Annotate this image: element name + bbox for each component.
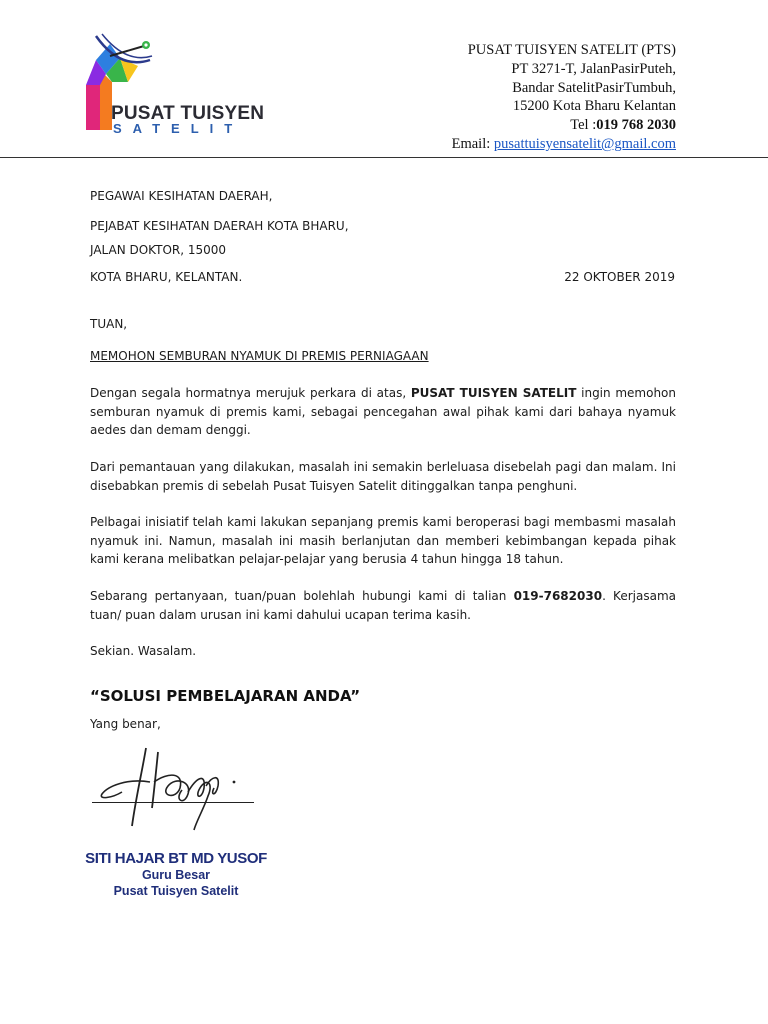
slogan: “SOLUSI PEMBELAJARAN ANDA”: [90, 687, 361, 705]
address-line-2: Bandar SatelitPasirTumbuh,: [512, 79, 676, 96]
recipient-line-4: KOTA BHARU, KELANTAN.: [90, 270, 243, 284]
stamp-organization: Pusat Tuisyen Satelit: [113, 884, 239, 898]
email-link[interactable]: pusattuisyensatelit@gmail.com: [493, 135, 676, 152]
paragraph-4-text-a: Sebarang pertanyaan, tuan/puan bolehlah hubungi kami di talian: [90, 589, 514, 603]
letter-date: 22 OKTOBER 2019: [564, 270, 675, 284]
recipient-line-1: PEGAWAI KESIHATAN DAERAH,: [90, 189, 273, 203]
paragraph-4-phone: 019-7682030: [513, 589, 603, 603]
handwritten-signature-icon: [88, 742, 268, 832]
tel-label: Tel :: [570, 117, 597, 134]
logo-title: PUSAT TUISYEN: [111, 103, 265, 124]
letterhead-address: [452, 41, 676, 154]
official-stamp: [80, 850, 272, 899]
address-line-3: 15200 Kota Bharu Kelantan: [512, 98, 676, 115]
letter-subject: MEMOHON SEMBURAN NYAMUK DI PREMIS PERNIAGAAN: [90, 349, 429, 363]
sign-off: Sekian. Wasalam.: [90, 644, 197, 658]
closing: Yang benar,: [90, 717, 161, 731]
recipient-line-3: JALAN DOKTOR, 15000: [90, 243, 227, 257]
email-label: Email:: [451, 135, 494, 152]
paragraph-4: [90, 587, 676, 624]
paragraph-1-text-a: Dengan segala hormatnya merujuk perkara di atas,: [90, 386, 411, 400]
email-line: [452, 135, 676, 154]
paragraph-1-text-b: ingin memohon semburan nyamuk di premis kami, sebagai pencegahan awal pihak kami dari bahaya nyamuk aedes dan demam denggi.: [90, 386, 676, 438]
address-line-1: PT 3271-T, JalanPasirPuteh,: [511, 60, 676, 77]
stamp-role: Guru Besar: [141, 868, 211, 882]
tel-value: 019 768 2030: [596, 117, 676, 134]
paragraph-1: [90, 384, 676, 440]
salutation: TUAN,: [90, 317, 128, 331]
logo-subtitle: SATELIT: [113, 121, 244, 136]
telephone-line: [452, 116, 676, 135]
paragraph-1-bold: PUSAT TUISYEN SATELIT: [410, 386, 577, 400]
org-name: PUSAT TUISYEN SATELIT (PTS): [467, 42, 676, 58]
paragraph-3: Pelbagai inisiatif telah kami lakukan sepanjang premis kami beroperasi bagi membasmi masalah nyamuk ini. Namun, masalah ini masih berlanjutan dan memberi kebimbangan kepada pihak kami kerana melibatkan pelajar-pelajar yang berusia 4 tahun hingga 18 tahun.: [90, 515, 676, 567]
paragraph-4-text-b: . Kerjasama tuan/ puan dalam urusan ini kami dahului ucapan terima kasih.: [90, 589, 676, 622]
recipient-line-2: PEJABAT KESIHATAN DAERAH KOTA BHARU,: [90, 219, 349, 233]
header-divider: [0, 157, 768, 158]
signature-line: [92, 802, 254, 803]
stamp-name: SITI HAJAR BT MD YUSOF: [85, 850, 267, 867]
paragraph-2: Dari pemantauan yang dilakukan, masalah ini semakin berleluasa disebelah pagi dan malam. Ini disebabkan premis di sebelah Pusat Tuisyen Satelit ditinggalkan tanpa penghuni.: [90, 460, 676, 493]
